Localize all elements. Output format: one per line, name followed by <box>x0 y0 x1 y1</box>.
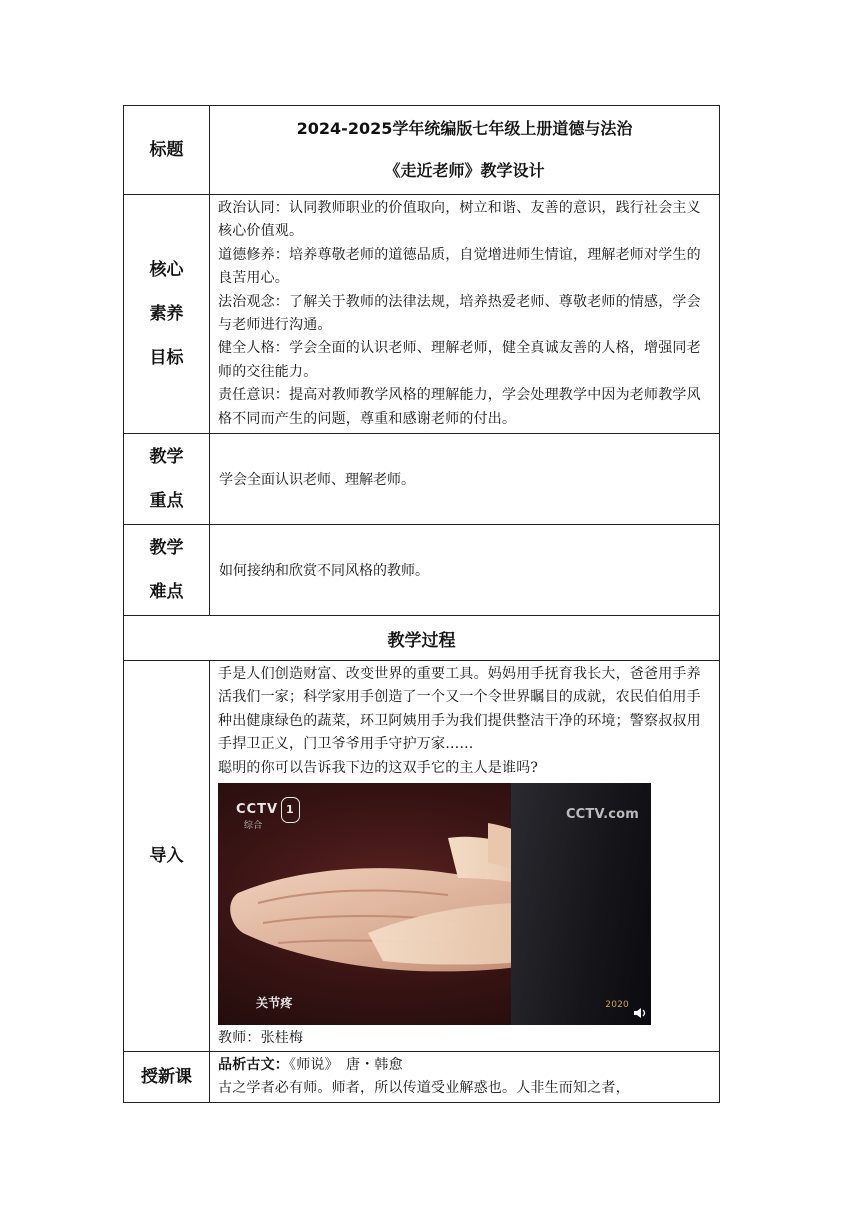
speaker-icon[interactable] <box>633 1007 647 1019</box>
intro-answer: 教师：张桂梅 <box>218 1030 304 1047</box>
process-title: 教学过程 <box>124 616 720 661</box>
video-caption: 关节疼 <box>256 995 293 1010</box>
new-lesson-text: 古之学者必有师。师者，所以传道受业解惑也。人非生而知之者， <box>218 1079 630 1096</box>
key-point-label-line: 重点 <box>149 491 184 512</box>
new-lesson-heading: 品析古文： <box>218 1056 289 1073</box>
core-label-line: 素养 <box>149 304 184 325</box>
intro-row <box>124 661 720 1051</box>
document-title-line1: 2024-2025学年统编版七年级上册道德与法治 <box>296 119 633 138</box>
difficulty-row <box>124 525 720 616</box>
key-point-label <box>124 434 210 525</box>
core-label-line: 核心 <box>149 260 184 281</box>
core-item: 道德修养：培养尊敬老师的道德品质，自觉增进师生情谊，理解老师对学生的良苦用心。 <box>218 246 701 287</box>
process-header-row <box>124 616 720 661</box>
difficulty-label-line: 难点 <box>149 582 184 603</box>
core-item: 责任意识：提高对教师教学风格的理解能力，学会处理教学中因为老师教学风格不同而产生的问题，尊重和感谢老师的付出。 <box>218 387 701 427</box>
cctv-com-watermark: CCTV.com <box>565 807 639 823</box>
document-title-line2: 《走近老师》教学设计 <box>384 161 545 180</box>
title-row <box>124 106 720 195</box>
program-logo-year: 2020 <box>605 999 629 1010</box>
cctv1-sublabel: 综合 <box>244 821 263 832</box>
cctv1-logo-num: 1 <box>281 797 300 822</box>
title-label: 标题 <box>124 106 210 195</box>
new-lesson-heading-line <box>218 1054 713 1077</box>
new-lesson-row <box>124 1051 720 1103</box>
key-point-label-line: 教学 <box>149 447 184 468</box>
new-lesson-source: 《师说》 唐・韩愈 <box>289 1056 403 1073</box>
core-label-line: 目标 <box>149 348 184 369</box>
key-point-text: 学会全面认识老师、理解老师。 <box>210 434 720 525</box>
new-lesson-content <box>210 1051 720 1103</box>
lesson-plan-table <box>123 105 720 1103</box>
teacher-hands-photo <box>218 783 651 1025</box>
core-literacy-content <box>210 195 720 434</box>
lesson-plan-document <box>123 105 720 1103</box>
core-literacy-label <box>124 195 210 434</box>
intro-content <box>210 661 720 1051</box>
intro-question: 聪明的你可以告诉我下边的这双手它的主人是谁吗? <box>218 759 539 776</box>
core-literacy-row <box>124 195 720 434</box>
difficulty-label <box>124 525 210 616</box>
difficulty-label-line: 教学 <box>149 538 184 559</box>
key-point-row <box>124 434 720 525</box>
intro-paragraph: 手是人们创造财富、改变世界的重要工具。妈妈用手抚育我长大，爸爸用手养活我们一家；科学家用手创造了一个又一个令世界瞩目的成就，农民伯伯用手种出健康绿色的蔬菜，环卫阿姨用手为我们提供整洁干净的环境；警察叔叔用手捍卫正义，门卫爷爷用手守护万家…… <box>218 666 701 753</box>
core-item: 法治观念：了解关于教师的法律法规，培养热爱老师、尊敬老师的情感，学会与老师进行沟通。 <box>218 293 701 334</box>
core-item: 健全人格：学会全面的认识老师、理解老师，健全真诚友善的人格，增强同老师的交往能力。 <box>218 340 701 380</box>
intro-label: 导入 <box>124 661 210 1051</box>
new-lesson-label: 授新课 <box>124 1051 210 1103</box>
cctv1-logo-text: CCTV <box>236 802 279 818</box>
core-item: 政治认同：认同教师职业的价值取向，树立和谐、友善的意识，践行社会主义核心价值观。 <box>218 200 701 240</box>
difficulty-text: 如何接纳和欣赏不同风格的教师。 <box>210 525 720 616</box>
title-cell <box>210 106 720 195</box>
